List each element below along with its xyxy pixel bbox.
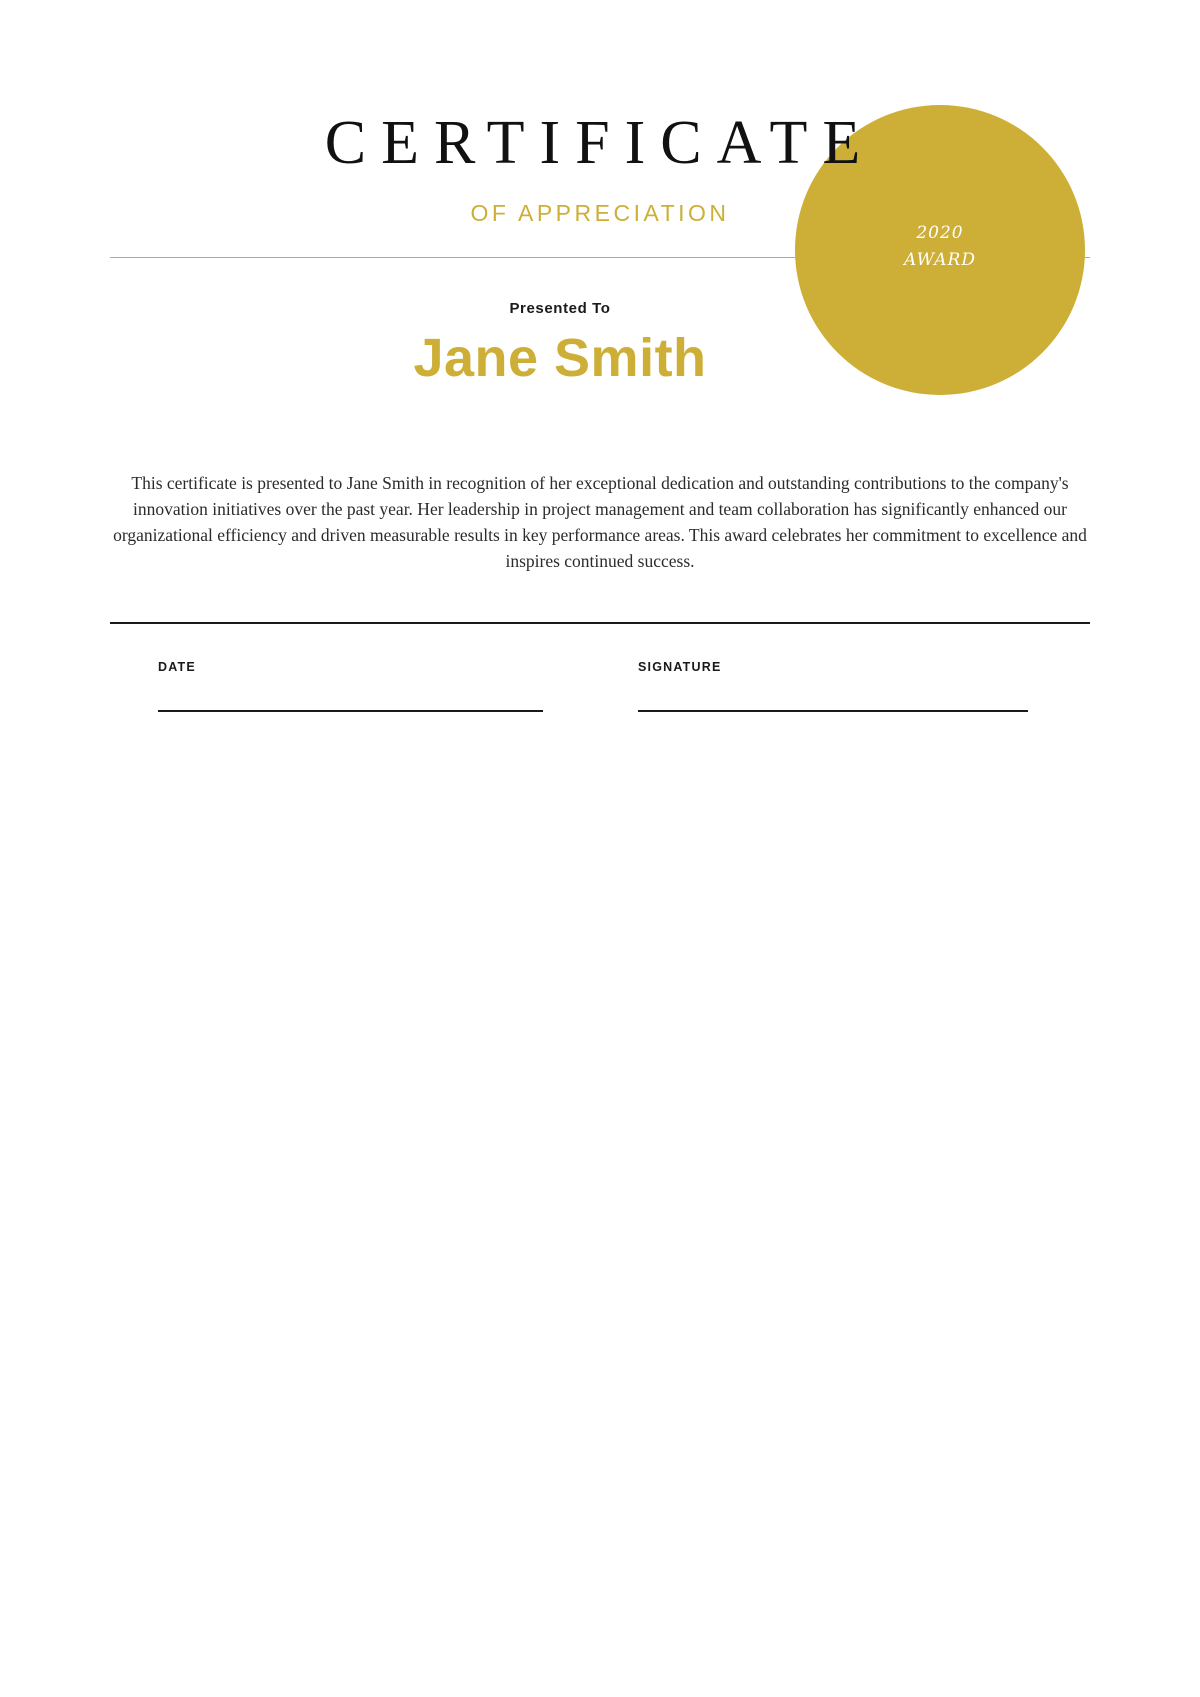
signature-label: SIGNATURE xyxy=(638,660,722,674)
page-title: CERTIFICATE xyxy=(324,109,876,177)
section-divider xyxy=(110,622,1090,624)
recipient-name: Jane Smith xyxy=(413,328,707,388)
award-seal-label: AWARD xyxy=(904,250,976,270)
date-signature-line xyxy=(158,710,543,712)
signature-line xyxy=(638,710,1028,712)
presented-to-label: Presented To xyxy=(509,300,611,317)
date-label: DATE xyxy=(158,660,196,674)
certificate-subtitle: OF APPRECIATION xyxy=(470,200,730,226)
gold-divider xyxy=(110,257,1090,258)
award-seal-year: 2020 xyxy=(916,223,964,243)
certificate-body-text: This certificate is presented to Jane Smith in recognition of her exceptional dedication and outstanding contributions to the company's innovation initiatives over the past year. Her leadership in project management and team collaboration has significantly enhanced our organizational efficiency and driven measurable results in key performance areas. This award celebrates her commitment to excellence and inspires continued success. xyxy=(113,473,1087,571)
